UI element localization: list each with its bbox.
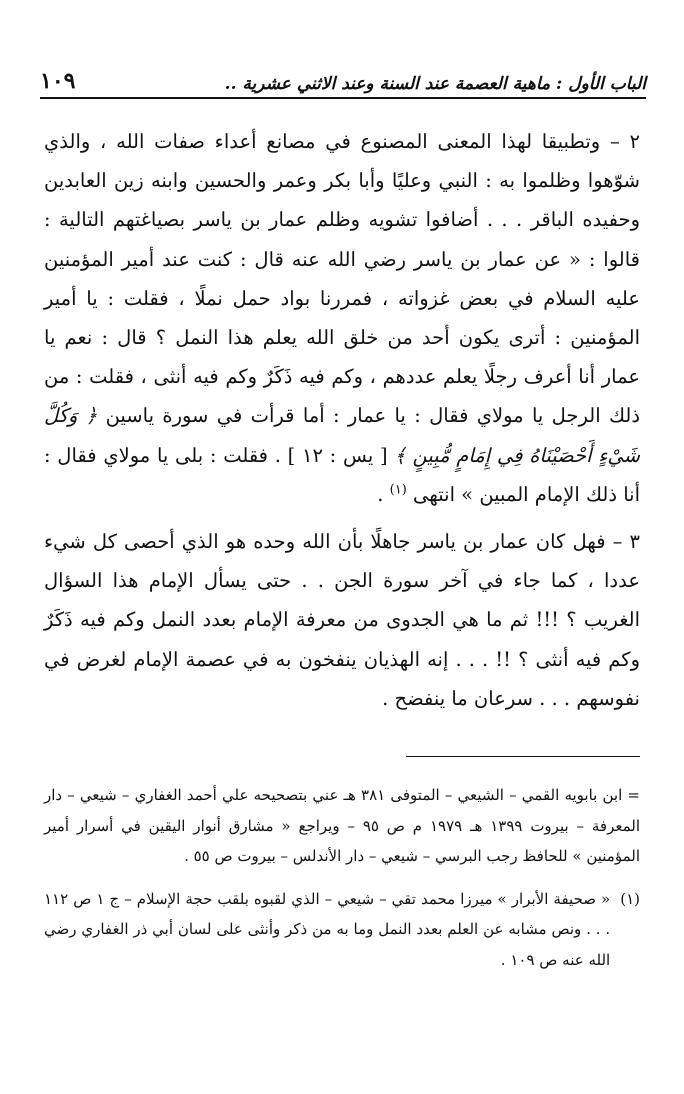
footnote-1-number: (١) <box>620 889 640 908</box>
footnote-1-text: « صحيفة الأبرار » ميرزا محمد تقي – شيعي – الذي لقبوه بلقب حجة الإسلام – ج ١ ص ١١٢ . . . ونص مشابه عن العلم بعدد النمل وما به من ذكر وأنثى على لسان أبي ذر الغفاري رضي الله عنه ص ١٠٩ . <box>44 889 611 969</box>
paragraph-2-text-cont: [ يس : ١٢ ] . فقلت : بلى يا مولاي فقال : أنا ذلك الإمام المبين » انتهى <box>44 443 640 506</box>
footnote-1 <box>44 884 640 976</box>
main-text <box>44 122 640 718</box>
paragraph-3: ٣ – فهل كان عمار بن ياسر جاهلًا بأن الله وحده هو الذي أحصى كل شيء عددا ، كما جاء في آخر سورة الجن . . حتى يسأل الإمام هذا السؤال الغريب ؟ !!! ثم ما هي الجدوى من معرفة الإمام بعدد النمل وكم فيه ذَكَرٌ وكم فيه أنثى ؟ !! . . . إنه الهذيان ينفخون به في عصمة الإمام لغرض في نفوسهم . . . سرعان ما ينفضح . <box>44 530 640 710</box>
footnote-rule <box>406 756 640 757</box>
running-head: الباب الأول : ماهية العصمة عند السنة وعند الاثني عشرية .. <box>224 74 646 94</box>
page-header <box>40 58 646 94</box>
footnote-continuation: = ابن بابويه القمي – الشيعي – المتوفى ٣٨١ هـ عني بتصحيحه علي أحمد الغفاري – شيعي – دار المعرفة – بيروت ١٣٩٩ هـ ١٩٧٩ م ص ٩٥ – ويراجع « مشارق أنوار اليقين في أسرار أمير المؤمنين » للحافظ رجب البرسي – شيعي – دار الأندلس – بيروت ص ٥٥ . <box>44 786 641 865</box>
paragraph-2-text: ٢ – وتطبيقا لهذا المعنى المصنوع في مصانع أعداء صفات الله ، والذي شوّهوا وظلموا به : النبي وعليًا وأبا بكر وعمر والحسين وابنه زين العابدين وحفيده الباقر . . . أضافوا تشويه وظلم عمار بن ياسر بصياغتهم التالية : قالوا : « عن عمار بن ياسر رضي الله عنه قال : كنت عند أمير المؤمنين عليه السلام في بعض غزواته ، فمررنا بواد حمل نملًا ، فقلت : يا أمير المؤمنين : أترى يكون أحد من خلق الله يعلم هذا النمل ؟ قال : نعم يا عمار أنا أعرف رجلًا يعلم عددهم ، وكم فيه ذَكَرٌ وكم فيه أنثى ، فقلت : من ذلك الرجل يا مولاي فقال : يا عمار : أما قرأت في سورة ياسين <box>44 130 641 428</box>
paragraph-2 <box>44 122 640 514</box>
paragraph-2-end: . <box>377 482 384 506</box>
page-number: ١٠٩ <box>40 68 76 94</box>
footnote-reference[interactable]: (١) <box>389 482 407 498</box>
footnotes <box>44 780 640 975</box>
header-rule <box>40 97 646 99</box>
quran-verse: ﴿ وَكُلَّ شَيْءٍ أَحْصَيْنَاهُ فِي إِمَامٍ مُّبِينٍ ﴾ <box>44 404 640 467</box>
